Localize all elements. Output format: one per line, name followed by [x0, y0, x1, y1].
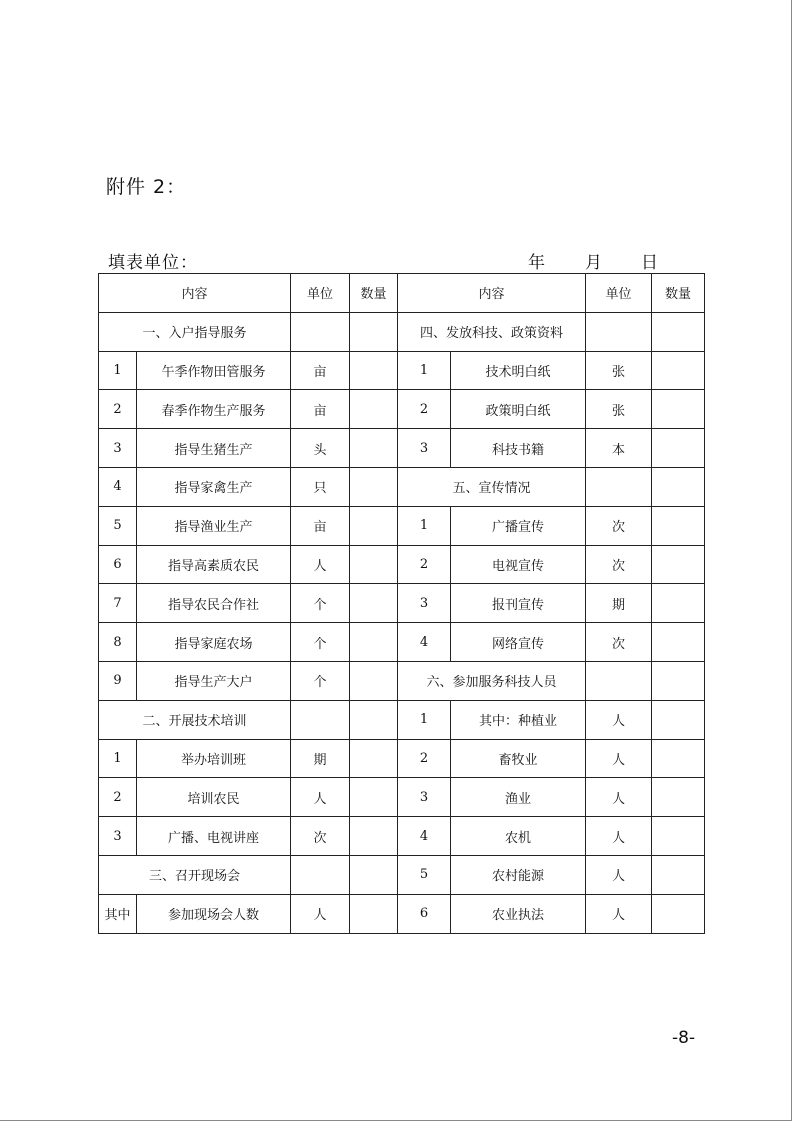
left-unit-cell: 亩	[291, 506, 350, 545]
left-item-label: 春季作物生产服务	[137, 390, 291, 429]
header-right-content: 内容	[398, 274, 586, 313]
right-unit-cell: 张	[586, 351, 652, 390]
left-item-label: 指导生产大户	[137, 661, 291, 700]
right-row-number: 3	[398, 584, 451, 623]
left-item-label: 指导生猪生产	[137, 429, 291, 468]
right-row-number: 6	[398, 894, 451, 933]
right-quantity-cell[interactable]	[652, 661, 705, 700]
right-quantity-cell[interactable]	[652, 429, 705, 468]
left-unit-cell: 头	[291, 429, 350, 468]
left-unit-cell: 人	[291, 894, 350, 933]
left-unit-cell: 期	[291, 739, 350, 778]
right-unit-cell: 次	[586, 545, 652, 584]
right-row-number: 2	[398, 739, 451, 778]
left-unit-cell: 亩	[291, 351, 350, 390]
left-row-number: 5	[99, 506, 137, 545]
table-row	[99, 894, 705, 933]
left-quantity-cell[interactable]	[350, 584, 398, 623]
left-unit-cell	[291, 855, 350, 894]
left-unit-cell: 亩	[291, 390, 350, 429]
left-section-heading: 三、召开现场会	[99, 855, 291, 894]
right-unit-cell: 次	[586, 623, 652, 662]
right-unit-cell: 人	[586, 894, 652, 933]
left-quantity-cell[interactable]	[350, 855, 398, 894]
right-unit-cell	[586, 661, 652, 700]
left-item-label: 培训农民	[137, 778, 291, 817]
left-quantity-cell[interactable]	[350, 390, 398, 429]
left-unit-cell	[291, 312, 350, 351]
header-left-unit: 单位	[291, 274, 350, 313]
table-row	[99, 390, 705, 429]
right-quantity-cell[interactable]	[652, 390, 705, 429]
table-row	[99, 778, 705, 817]
left-row-number: 其中	[99, 894, 137, 933]
right-item-label: 农机	[451, 817, 586, 856]
left-item-label: 指导农民合作社	[137, 584, 291, 623]
right-section-heading: 五、宣传情况	[398, 467, 586, 506]
right-row-number: 5	[398, 855, 451, 894]
left-quantity-cell[interactable]	[350, 351, 398, 390]
right-item-label: 科技书籍	[451, 429, 586, 468]
right-item-label: 政策明白纸	[451, 390, 586, 429]
right-quantity-cell[interactable]	[652, 351, 705, 390]
left-quantity-cell[interactable]	[350, 661, 398, 700]
right-quantity-cell[interactable]	[652, 894, 705, 933]
left-quantity-cell[interactable]	[350, 894, 398, 933]
right-row-number: 4	[398, 623, 451, 662]
service-report-table	[98, 273, 705, 934]
table-row	[99, 312, 705, 351]
table-row	[99, 506, 705, 545]
right-unit-cell: 人	[586, 855, 652, 894]
left-row-number: 2	[99, 778, 137, 817]
right-unit-cell: 人	[586, 817, 652, 856]
right-row-number: 2	[398, 390, 451, 429]
right-item-label: 畜牧业	[451, 739, 586, 778]
table-row	[99, 700, 705, 739]
left-item-label: 广播、电视讲座	[137, 817, 291, 856]
left-quantity-cell[interactable]	[350, 817, 398, 856]
right-unit-cell: 人	[586, 700, 652, 739]
left-unit-cell: 人	[291, 545, 350, 584]
left-quantity-cell[interactable]	[350, 467, 398, 506]
right-unit-cell: 人	[586, 739, 652, 778]
left-quantity-cell[interactable]	[350, 778, 398, 817]
right-unit-cell: 张	[586, 390, 652, 429]
right-section-heading: 六、参加服务科技人员	[398, 661, 586, 700]
right-quantity-cell[interactable]	[652, 312, 705, 351]
right-row-number: 3	[398, 778, 451, 817]
right-quantity-cell[interactable]	[652, 778, 705, 817]
right-unit-cell: 次	[586, 506, 652, 545]
right-section-heading: 四、发放科技、政策资料	[398, 312, 586, 351]
header-row	[99, 274, 705, 313]
right-unit-cell: 人	[586, 778, 652, 817]
left-row-number: 1	[99, 739, 137, 778]
left-row-number: 3	[99, 429, 137, 468]
right-row-number: 4	[398, 817, 451, 856]
right-item-label: 技术明白纸	[451, 351, 586, 390]
right-quantity-cell[interactable]	[652, 467, 705, 506]
left-unit-cell: 人	[291, 778, 350, 817]
date-day-label: 日	[641, 253, 658, 273]
header-right-unit: 单位	[586, 274, 652, 313]
left-unit-cell: 个	[291, 661, 350, 700]
left-section-heading: 一、入户指导服务	[99, 312, 291, 351]
right-quantity-cell[interactable]	[652, 623, 705, 662]
left-unit-cell: 个	[291, 584, 350, 623]
header-right-qty: 数量	[652, 274, 705, 313]
left-row-number: 3	[99, 817, 137, 856]
left-unit-cell: 个	[291, 623, 350, 662]
right-row-number: 2	[398, 545, 451, 584]
left-row-number: 1	[99, 351, 137, 390]
right-item-label: 农村能源	[451, 855, 586, 894]
right-item-label: 网络宣传	[451, 623, 586, 662]
table-row	[99, 584, 705, 623]
right-row-number: 1	[398, 351, 451, 390]
right-item-label: 其中：种植业	[451, 700, 586, 739]
header-left-content: 内容	[99, 274, 291, 313]
right-unit-cell: 期	[586, 584, 652, 623]
right-row-number: 1	[398, 700, 451, 739]
right-unit-cell	[586, 467, 652, 506]
right-quantity-cell[interactable]	[652, 817, 705, 856]
table-row	[99, 351, 705, 390]
left-item-label: 指导高素质农民	[137, 545, 291, 584]
right-unit-cell	[586, 312, 652, 351]
left-section-heading: 二、开展技术培训	[99, 700, 291, 739]
left-row-number: 4	[99, 467, 137, 506]
right-row-number: 1	[398, 506, 451, 545]
table-row	[99, 739, 705, 778]
table-row	[99, 661, 705, 700]
table-row	[99, 467, 705, 506]
right-item-label: 农业执法	[451, 894, 586, 933]
right-item-label: 电视宣传	[451, 545, 586, 584]
left-row-number: 7	[99, 584, 137, 623]
header-left-qty: 数量	[350, 274, 398, 313]
right-quantity-cell[interactable]	[652, 545, 705, 584]
left-item-label: 指导家禽生产	[137, 467, 291, 506]
table-row	[99, 855, 705, 894]
right-quantity-cell[interactable]	[652, 700, 705, 739]
left-quantity-cell[interactable]	[350, 700, 398, 739]
fill-unit-label: 填表单位：	[108, 253, 198, 273]
left-item-label: 参加现场会人数	[137, 894, 291, 933]
left-quantity-cell[interactable]	[350, 623, 398, 662]
left-quantity-cell[interactable]	[350, 506, 398, 545]
right-quantity-cell[interactable]	[652, 739, 705, 778]
left-quantity-cell[interactable]	[350, 739, 398, 778]
left-row-number: 2	[99, 390, 137, 429]
attachment-title: 附件 2：	[106, 176, 187, 198]
left-unit-cell: 只	[291, 467, 350, 506]
left-row-number: 8	[99, 623, 137, 662]
right-row-number: 3	[398, 429, 451, 468]
date-month-label: 月	[585, 253, 602, 273]
date-year-label: 年	[528, 253, 545, 273]
left-item-label: 举办培训班	[137, 739, 291, 778]
right-quantity-cell[interactable]	[652, 855, 705, 894]
page-number: -8-	[672, 1028, 696, 1048]
left-quantity-cell[interactable]	[350, 312, 398, 351]
table-row	[99, 623, 705, 662]
left-row-number: 9	[99, 661, 137, 700]
table-row	[99, 545, 705, 584]
table-row	[99, 429, 705, 468]
right-quantity-cell[interactable]	[652, 506, 705, 545]
left-unit-cell: 次	[291, 817, 350, 856]
left-item-label: 指导渔业生产	[137, 506, 291, 545]
right-quantity-cell[interactable]	[652, 584, 705, 623]
table-row	[99, 817, 705, 856]
left-unit-cell	[291, 700, 350, 739]
right-item-label: 渔业	[451, 778, 586, 817]
left-row-number: 6	[99, 545, 137, 584]
left-quantity-cell[interactable]	[350, 429, 398, 468]
left-item-label: 指导家庭农场	[137, 623, 291, 662]
right-unit-cell: 本	[586, 429, 652, 468]
left-quantity-cell[interactable]	[350, 545, 398, 584]
left-item-label: 午季作物田管服务	[137, 351, 291, 390]
right-item-label: 报刊宣传	[451, 584, 586, 623]
right-item-label: 广播宣传	[451, 506, 586, 545]
